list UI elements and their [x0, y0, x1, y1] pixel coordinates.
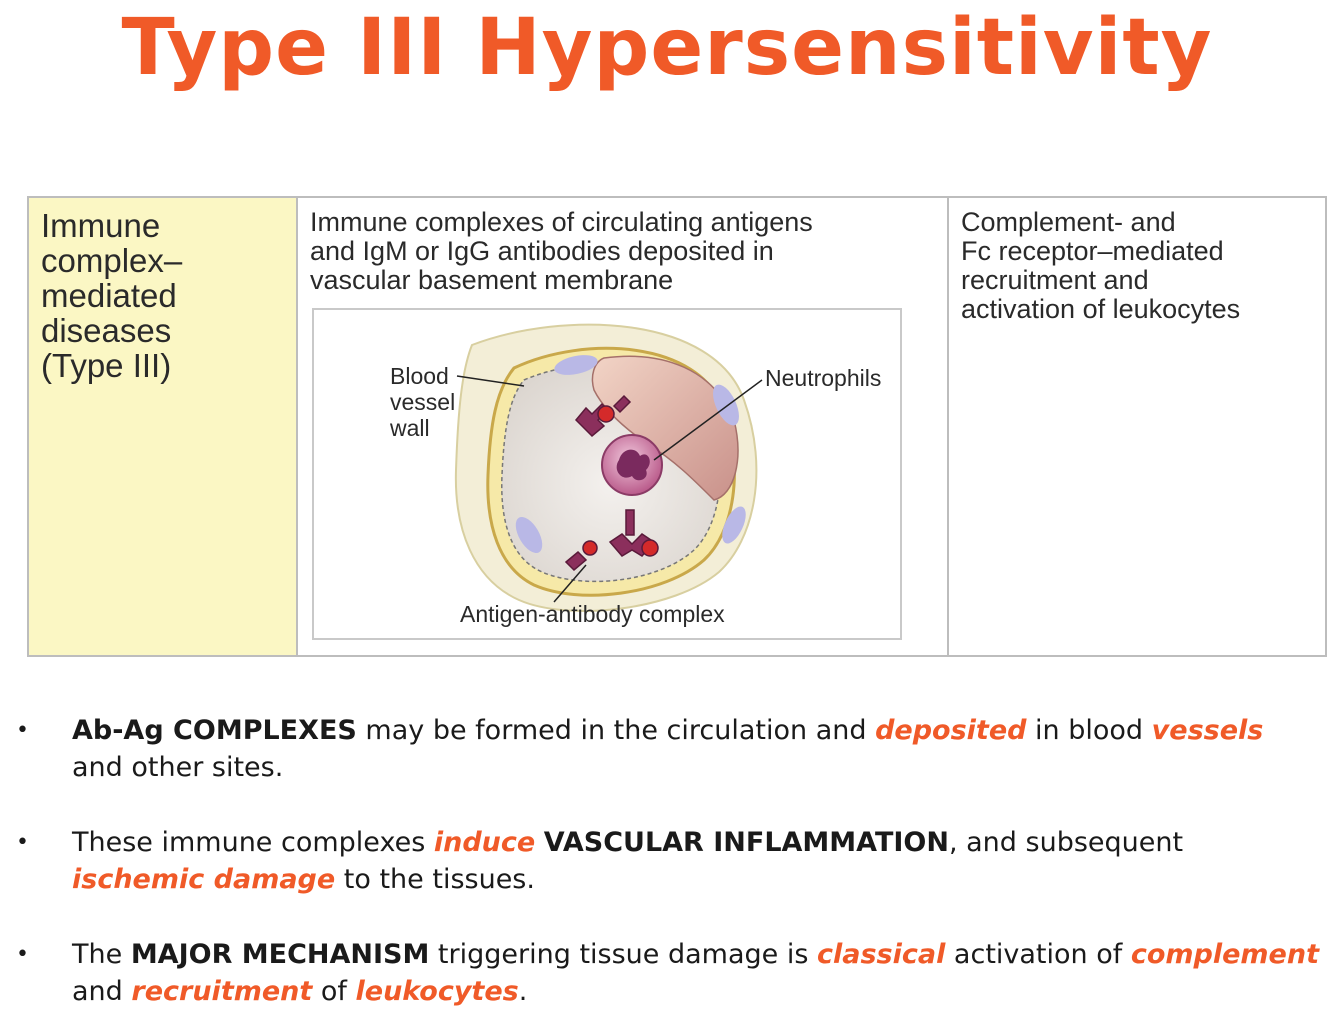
blood-vessel-svg — [314, 310, 900, 638]
bullet-text-run: and other sites. — [72, 752, 284, 783]
category-line: diseases — [41, 312, 172, 349]
label-antigen-antibody-complex: Antigen-antibody complex — [460, 601, 725, 627]
category-line: (Type III) — [41, 347, 172, 384]
hypersensitivity-table — [27, 196, 1327, 657]
effector-cell — [949, 198, 1325, 655]
bullet-text-run: classical — [816, 939, 946, 970]
bullet-text-run: to the tissues. — [335, 864, 535, 895]
bullet-text-run: vessels — [1151, 715, 1264, 746]
bullet-text-run: deposited — [875, 715, 1027, 746]
category-line: Immune — [41, 207, 161, 244]
effector-line: Fc receptor–mediated — [961, 236, 1224, 266]
bullet-text — [72, 712, 1322, 786]
bullet-text-run: Ab-Ag COMPLEXES — [72, 715, 357, 746]
bullet-text-run: complement — [1130, 939, 1319, 970]
slide-title: Type III Hypersensitivity — [121, 3, 1213, 93]
bullet-text-run: VASCULAR INFLAMMATION — [543, 827, 949, 858]
bullet-text-run: . — [518, 976, 528, 1007]
effector-line: Complement- and — [961, 207, 1176, 237]
label-vessel: vessel — [390, 389, 456, 415]
bullet-text — [72, 824, 1322, 898]
effector-line: recruitment and — [961, 265, 1149, 295]
mechanism-cell — [298, 198, 949, 655]
effector-line: activation of leukocytes — [961, 294, 1241, 324]
bullet-text-run: and — [72, 976, 132, 1007]
mechanism-line: and IgM or IgG antibodies deposited in — [310, 236, 774, 266]
label-neutrophils: Neutrophils — [765, 365, 882, 391]
category-line: mediated — [41, 277, 177, 314]
blood-vessel-illustration — [312, 308, 902, 640]
bullet-text-run: activation of — [945, 939, 1131, 970]
bullet-text-run: recruitment — [131, 976, 313, 1007]
bullet-text-run: leukocytes — [355, 976, 519, 1007]
bullet-text-run: may be formed in the circulation and — [356, 715, 876, 746]
label-wall: wall — [390, 415, 430, 441]
bullet-text-run: These immune complexes — [72, 827, 434, 858]
bullet-text — [72, 936, 1322, 1010]
category-line: complex– — [41, 242, 183, 279]
bullet-text-run: induce — [433, 827, 536, 858]
bullet-text-run: , and subsequent — [948, 827, 1184, 858]
label-blood: Blood — [390, 363, 449, 389]
mechanism-line: vascular basement membrane — [310, 265, 674, 295]
bullet-text-run — [535, 827, 544, 858]
bullet-text-run: MAJOR MECHANISM — [130, 939, 430, 970]
bullet-marker: • — [16, 942, 29, 967]
bullet-text-run: of — [312, 976, 356, 1007]
bullet-text-run: The — [72, 939, 131, 970]
bullet-marker: • — [16, 830, 29, 855]
bullet-text-run: triggering tissue damage is — [429, 939, 817, 970]
bullet-marker: • — [16, 718, 29, 743]
category-cell — [29, 198, 298, 655]
bullet-text-run: in blood — [1026, 715, 1152, 746]
bullet-text-run: ischemic damage — [72, 864, 336, 895]
mechanism-line: Immune complexes of circulating antigens — [310, 207, 813, 237]
